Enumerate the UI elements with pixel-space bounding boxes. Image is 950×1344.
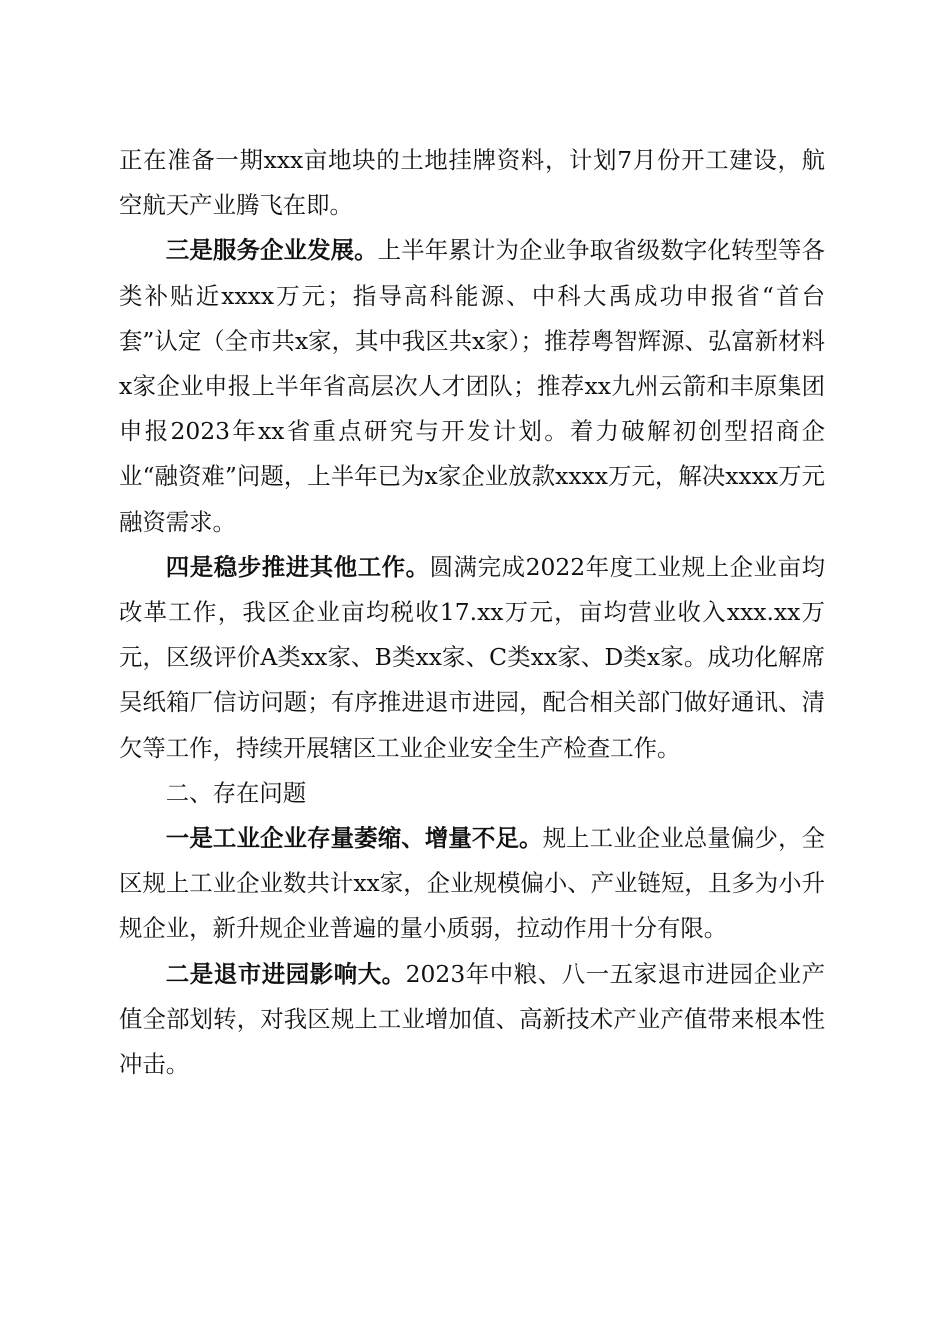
paragraph-text: 2023年中粮、八一五家退市进园企业产值全部划转，对我区规上工业增加值、高新技术产业产值带来根本性冲击。 [119,959,826,1079]
paragraph-problem-one [119,816,825,952]
paragraph-lead: 四是稳步推进其他工作。 [165,552,430,581]
paragraph-text: 上半年累计为企业争取省级数字化转型等各类补贴近xxxx万元；指导高科能源、中科大禹成功申报省“首台套”认定（全市共x家，其中我区共x家）；推荐粤智辉源、弘富新材料x家企业申报上半年省高层次人才团队；推荐xx九州云箭和丰原集团申报2023年xx省重点研究与开发计划。着力破解初创型招商企业“融资难”问题，上半年已为x家企业放款xxxx万元，解决xxxx万元融资需求。 [119,236,825,536]
paragraph-text: 正在准备一期xxx亩地块的土地挂牌资料，计划7月份开工建设，航空航天产业腾飞在即。 [119,146,825,220]
paragraph-text: 圆满完成2022年度工业规上企业亩均改革工作，我区企业亩均税收17.xx万元，亩均营业收入xxx.xx万元，区级评价A类xx家、B类xx家、C类xx家、D类x家。成功化解席吴纸箱厂信访问题；有序推进退市进园，配合相关部门做好通讯、清欠等工作，持续开展辖区工业企业安全生产检查工作。 [119,552,825,762]
paragraph-lead: 三是服务企业发展。 [165,236,378,265]
section-heading-problems: 二、存在问题 [165,778,307,807]
paragraph-service-enterprises [119,228,825,544]
paragraph-continuation [119,138,825,228]
paragraph-lead: 一是工业企业存量萎缩、增量不足。 [165,824,543,853]
document-page [119,138,825,1087]
paragraph-problem-two [119,952,825,1088]
paragraph-other-work [119,545,825,771]
paragraph-text: 规上工业企业总量偏少，全区规上工业企业数共计xx家，企业规模偏小、产业链短，且多为小升规企业，新升规企业普遍的量小质弱，拉动作用十分有限。 [119,824,826,943]
paragraph-lead: 二是退市进园影响大。 [165,959,406,988]
